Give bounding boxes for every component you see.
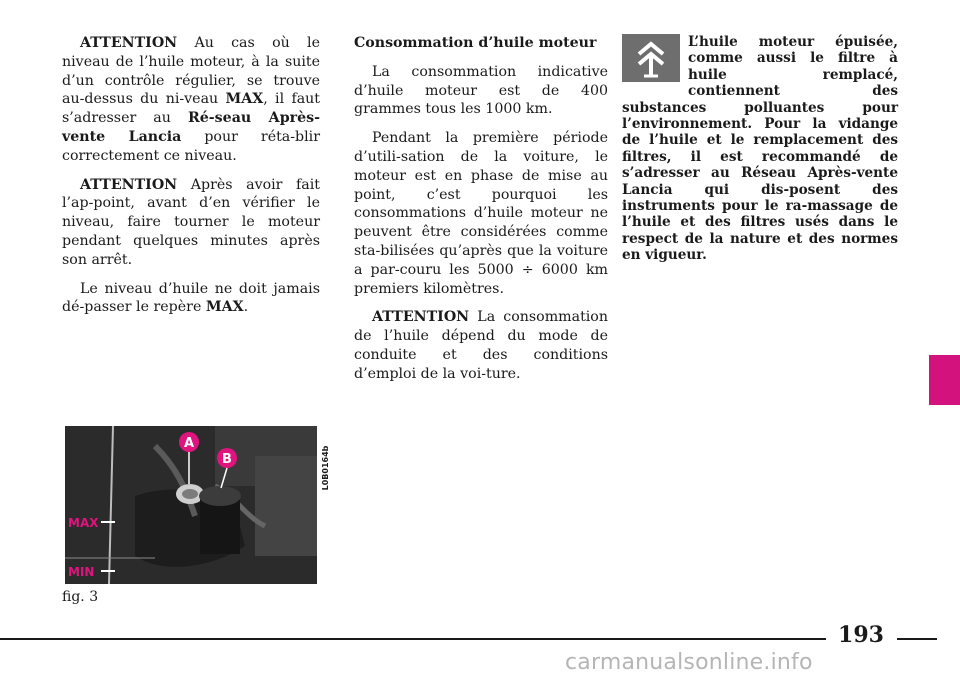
callout-a: A <box>183 436 195 451</box>
section-side-tab <box>929 355 960 405</box>
text-span: La consommation de l’huile dépend du mode de conduite et des conditions d’emploi de la voi-ture. <box>354 309 608 382</box>
max-bold: MAX <box>205 299 244 316</box>
oil-level-paragraph <box>62 280 320 318</box>
environment-warning-text: L’huile moteur épuisée, comme aussi le filtre à huile remplacé, contiennent des substances polluantes pour l’environnement. Pour la vidange de l’huile et le remplacement des filtres, il est recommandé de s’adresser au Réseau Après-vente Lancia qui dis-posent des instruments pour le ra-massage de l’huile et des filtres usés dans le respect de la nature et des normes en vigueur. <box>622 34 898 264</box>
footer-rule-right <box>897 638 937 640</box>
break-in-paragraph: Pendant la première période d’utili-sation de la voiture, le moteur est en phase de mise au point, c’est pourquoi les consommations d’huile moteur ne peuvent être considérées comme sta-bilisées qu’après que la voiture a par-couru les 5000 ÷ 6000 km premiers kilomètres. <box>354 130 608 297</box>
min-mark-label: MIN <box>68 565 95 579</box>
attention-label: ATTENTION <box>80 35 178 51</box>
engine-oil-photo <box>65 426 317 584</box>
recycle-warning-icon <box>622 34 680 82</box>
section-heading: Consommation d’huile moteur <box>354 35 597 51</box>
text-span: Le niveau d’huile ne doit jamais dé-passer le repère <box>62 280 320 316</box>
max-bold: MAX <box>225 91 264 108</box>
text-span: Au cas où le niveau de l’huile moteur, à la suite d’un contrôle régulier, se trouve au-dessus du ni-veau <box>62 35 320 108</box>
text-span: pour réta-blir correctement ce niveau. <box>62 128 320 164</box>
right-column <box>622 34 898 264</box>
middle-column <box>354 34 608 394</box>
max-mark-label: MAX <box>68 516 99 530</box>
footer-rule-left <box>0 638 826 640</box>
consumption-paragraph: La consommation indicative d’huile moteur est de 400 grammes tous les 1000 km. <box>354 63 608 118</box>
callout-b: B <box>222 452 232 467</box>
attention-label: ATTENTION <box>80 176 178 193</box>
lancia-network-bold: Ré-seau Après-vente Lancia <box>62 110 320 145</box>
attention-label: ATTENTION <box>372 309 470 326</box>
text-span: , il faut s’adresser au <box>62 91 320 127</box>
text-span: Après avoir fait l’ap-point, avant d’en vérifier le niveau, faire tourner le moteur pendant quelques minutes après son arrêt. <box>62 176 320 268</box>
left-column <box>62 34 320 327</box>
text-span: . <box>243 299 249 316</box>
attention-paragraph-3 <box>354 308 608 383</box>
figure-code-text: L0B0164b <box>321 445 330 491</box>
figure-caption: fig. 3 <box>62 589 99 605</box>
attention-paragraph-2 <box>62 176 320 270</box>
watermark: carmanualsonline.info <box>565 650 813 675</box>
page-number: 193 <box>838 622 884 648</box>
figure-code <box>320 428 330 508</box>
attention-paragraph-1 <box>62 34 320 166</box>
